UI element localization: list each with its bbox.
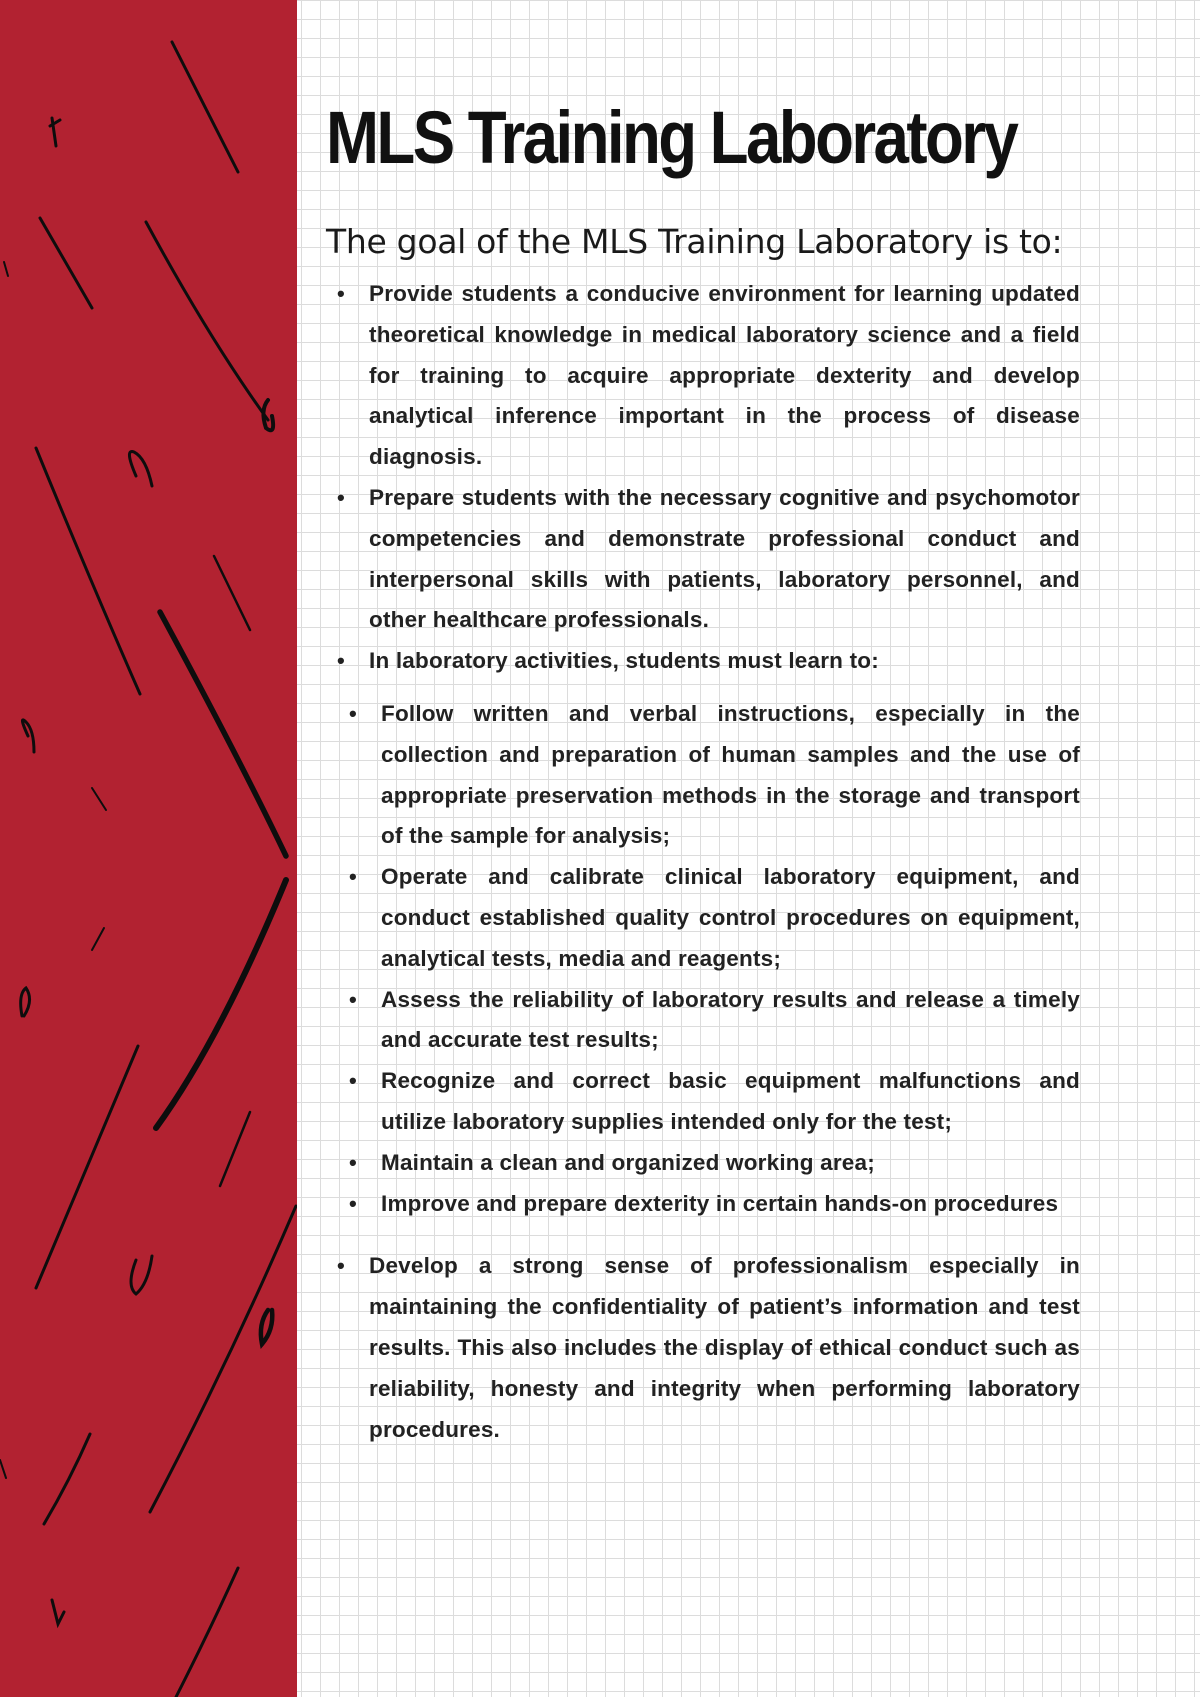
- decorative-red-panel: [0, 0, 297, 1697]
- lab-activities-wrap: [326, 694, 1080, 1224]
- list-item-label: In laboratory activities, students must learn to:: [369, 648, 879, 674]
- goal-heading: The goal of the MLS Training Laboratory is to:: [326, 222, 1063, 261]
- list-item: • Improve and prepare dexterity in certain hands-on procedures: [326, 1184, 1080, 1225]
- page-title: MLS Training Laboratory: [326, 96, 1017, 179]
- goals-list: [326, 274, 1080, 1450]
- main-content: [326, 88, 1080, 1450]
- list-item: • Develop a strong sense of professionalism especially in maintaining the confidentiality of patient’s information and test results. This also includes the display of ethical conduct such as reliability, honesty and integrity when performing laboratory procedures.: [326, 1246, 1080, 1450]
- list-item: • Prepare students with the necessary cognitive and psychomotor competencies and demonstrate professional conduct and interpersonal skills with patients, laboratory personnel, and other healthcare professionals.: [326, 478, 1080, 641]
- list-item: • Assess the reliability of laboratory results and release a timely and accurate test results;: [326, 980, 1080, 1062]
- list-item: • Provide students a conducive environment for learning updated theoretical knowledge in medical laboratory science and a field for training to acquire appropriate dexterity and develop analytical inference important in the process of disease diagnosis.: [326, 274, 1080, 478]
- list-item: • Follow written and verbal instructions, especially in the collection and preparation of human samples and the use of appropriate preservation methods in the storage and transport of the sample for analysis;: [326, 694, 1080, 857]
- list-item: • Recognize and correct basic equipment malfunctions and utilize laboratory supplies intended only for the test;: [326, 1061, 1080, 1143]
- list-item: • Operate and calibrate clinical laboratory equipment, and conduct established quality control procedures on equipment, analytical tests, media and reagents;: [326, 857, 1080, 979]
- brush-strokes-decoration: [0, 0, 297, 1697]
- list-item: [326, 641, 1080, 1224]
- list-item: • Maintain a clean and organized working area;: [326, 1143, 1080, 1184]
- lab-activities-list: [326, 694, 1080, 1224]
